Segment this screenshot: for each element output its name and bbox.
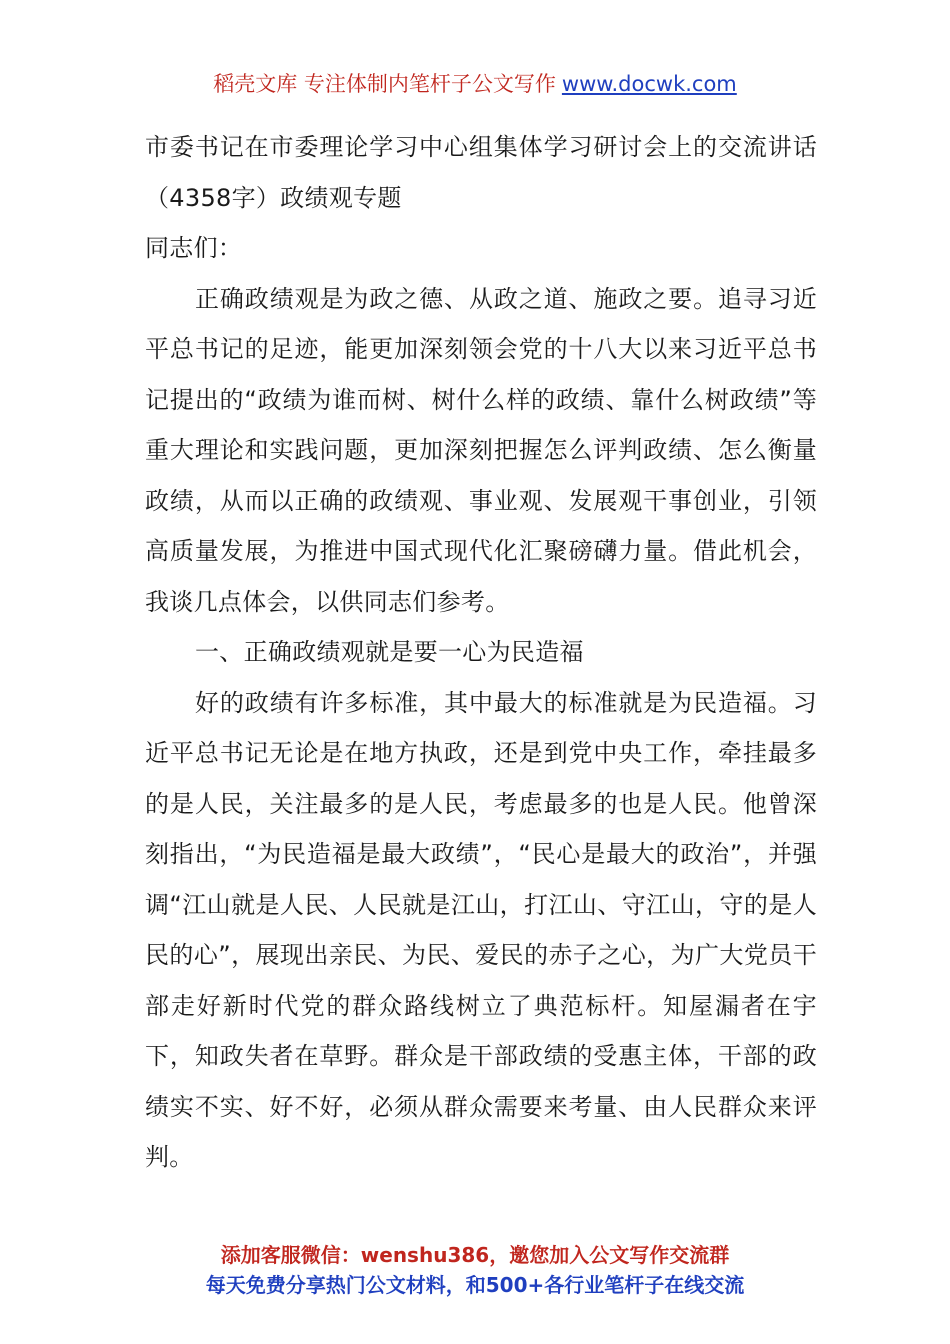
promo-footer <box>0 1240 950 1300</box>
site-header <box>0 70 950 98</box>
paragraph-section-1: 好的政绩有许多标准，其中最大的标准就是为民造福。习近平总书记无论是在地方执政，还是到党中央工作，牵挂最多的是人民，关注最多的是人民，考虑最多的也是人民。他曾深刻指出，“为民造福是最大政绩”，“民心是最大的政治”，并强调“江山就是人民、人民就是江山，打江山、守江山，守的是人民的心”，展现出亲民、为民、爱民的赤子之心，为广大党员干部走好新时代党的群众路线树立了典范标杆。知屋漏者在宇下，知政失者在草野。群众是干部政绩的受惠主体，干部的政绩实不实、好不好，必须从群众需要来考量、由人民群众来评判。 <box>145 688 817 1171</box>
site-brand-text: 稻壳文库 专注体制内笔杆子公文写作 <box>213 72 556 96</box>
paragraph-intro: 正确政绩观是为政之德、从政之道、施政之要。追寻习近平总书记的足迹，能更加深刻领会党的十八大以来习近平总书记提出的“政绩为谁而树、树什么样的政绩、靠什么树政绩”等重大理论和实践问题，更加深刻把握怎么评判政绩、怎么衡量政绩，从而以正确的政绩观、事业观、发展观干事创业，引领高质量发展，为推进中国式现代化汇聚磅礴力量。借此机会，我谈几点体会，以供同志们参考。 <box>145 284 817 616</box>
footer-share-line: 每天免费分享热门公文材料，和500+各行业笔杆子在线交流 <box>205 1273 745 1297</box>
section-heading-1: 一、正确政绩观就是要一心为民造福 <box>195 638 584 666</box>
document-title: 市委书记在市委理论学习中心组集体学习研讨会上的交流讲话（4358字）政绩观专题 <box>145 133 817 212</box>
site-link[interactable]: www.docwk.com <box>561 72 737 96</box>
document-body <box>145 122 817 1183</box>
salutation: 同志们： <box>145 234 243 262</box>
footer-wechat-line: 添加客服微信：wenshu386，邀您加入公文写作交流群 <box>220 1243 730 1267</box>
